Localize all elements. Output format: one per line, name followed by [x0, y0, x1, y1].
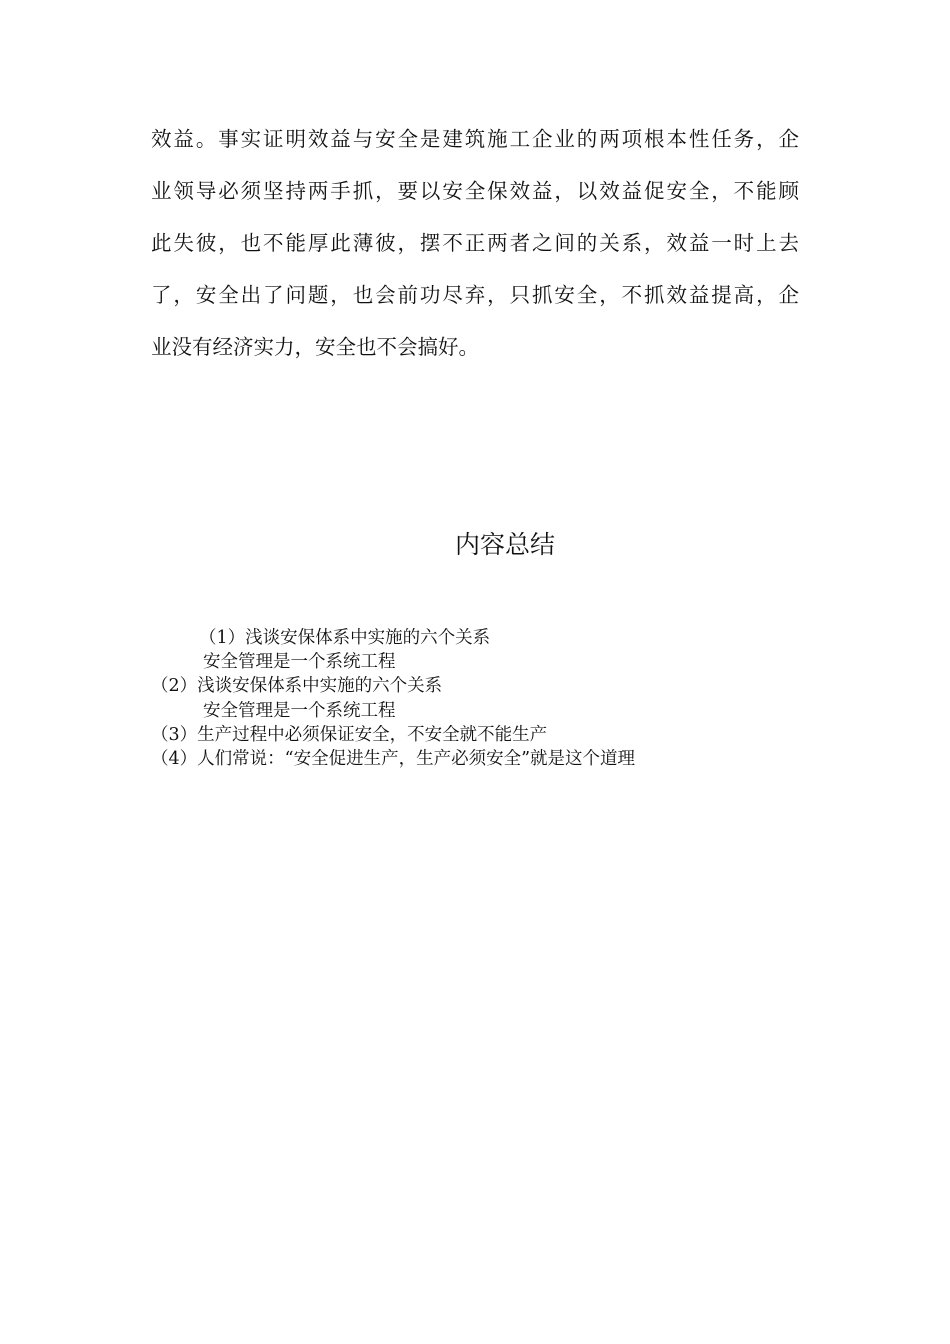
paragraph-line: 此失彼，也不能厚此薄彼，摆不正两者之间的关系，效益一时上去 [151, 231, 799, 255]
summary-item: 安全管理是一个系统工程 [203, 700, 396, 721]
summary-item: （4）人们常说：“安全促进生产，生产必须安全”就是这个道理 [151, 749, 636, 770]
paragraph-line: 效益。事实证明效益与安全是建筑施工企业的两项根本性任务，企 [151, 127, 799, 151]
body-paragraph [151, 113, 799, 373]
summary-item: （2）浅谈安保体系中实施的六个关系 [151, 676, 443, 697]
summary-list [151, 626, 811, 771]
paragraph-line: 业领导必须坚持两手抓，要以安全保效益，以效益促安全，不能顾 [151, 179, 799, 203]
paragraph-line: 业没有经济实力，安全也不会搞好。 [151, 335, 479, 359]
summary-item: （3）生产过程中必须保证安全，不安全就不能生产 [151, 724, 548, 745]
summary-item: 安全管理是一个系统工程 [203, 652, 396, 673]
paragraph-line: 了，安全出了问题，也会前功尽弃，只抓安全，不抓效益提高，企 [151, 283, 799, 307]
summary-item: （1）浅谈安保体系中实施的六个关系 [199, 628, 491, 648]
summary-title: 内容总结 [454, 530, 555, 559]
